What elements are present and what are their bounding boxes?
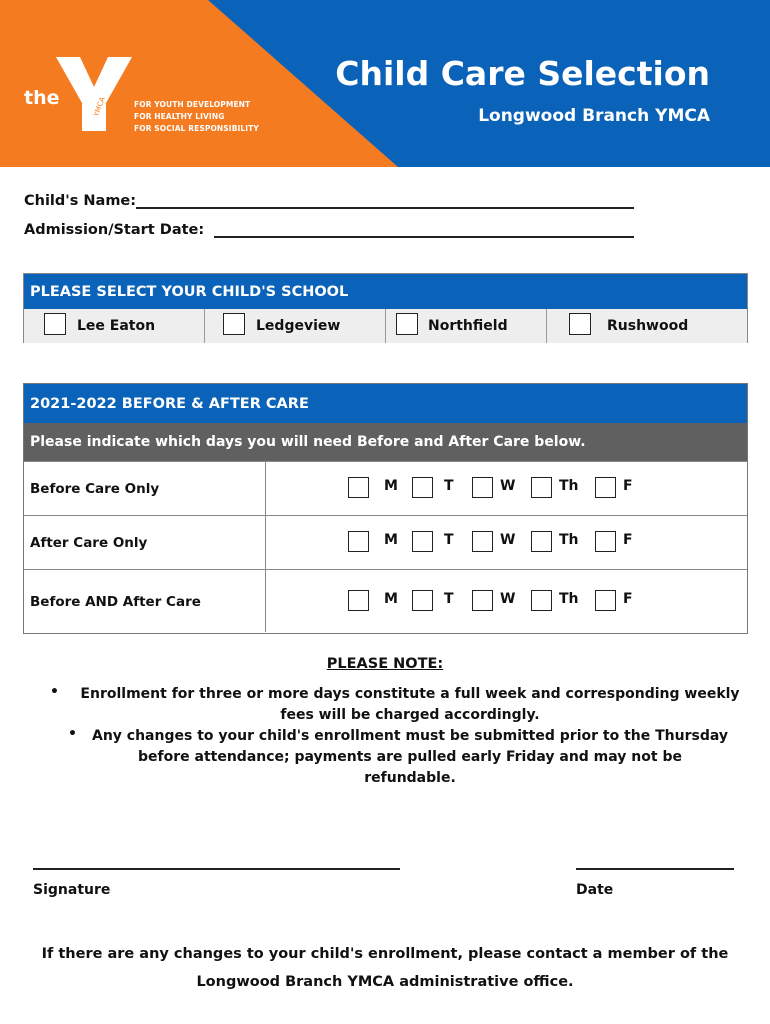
school-label: Northfield xyxy=(428,318,508,334)
logo-tagline: FOR YOUTH DEVELOPMENT FOR HEALTHY LIVING FOR SOCIAL RESPONSIBILITY xyxy=(134,100,259,133)
school-selection-table xyxy=(23,273,748,343)
checkbox-both-w[interactable] xyxy=(472,590,493,611)
school-heading: PLEASE SELECT YOUR CHILD'S SCHOOL xyxy=(24,274,747,309)
checkbox-before-f[interactable] xyxy=(595,477,616,498)
page-subtitle: Longwood Branch YMCA xyxy=(478,106,710,126)
care-schedule-table xyxy=(23,383,748,634)
logo-ymca-text: YMCA xyxy=(92,96,107,118)
note-title: PLEASE NOTE: xyxy=(326,656,444,672)
school-option-rushwood xyxy=(547,309,747,343)
checkbox-after-th[interactable] xyxy=(531,531,552,552)
logo-the-text: the xyxy=(24,87,60,109)
checkbox-both-t[interactable] xyxy=(412,590,433,611)
checkbox-before-t[interactable] xyxy=(412,477,433,498)
care-row-label: After Care Only xyxy=(30,535,148,551)
checkbox-before-m[interactable] xyxy=(348,477,369,498)
care-row-before: Before Care Only M T W Th F xyxy=(24,461,747,515)
bullet-icon: • xyxy=(68,726,77,742)
date-field[interactable] xyxy=(576,868,734,870)
footer-line-2: Longwood Branch YMCA administrative office. xyxy=(196,974,574,990)
checkbox-both-m[interactable] xyxy=(348,590,369,611)
checkbox-after-w[interactable] xyxy=(472,531,493,552)
child-name-field[interactable] xyxy=(136,207,634,209)
checkbox-northfield[interactable] xyxy=(396,313,418,335)
checkbox-both-th[interactable] xyxy=(531,590,552,611)
care-heading: 2021-2022 BEFORE & AFTER CARE xyxy=(24,384,747,423)
care-row-label: Before Care Only xyxy=(30,481,160,497)
footer-line-1: If there are any changes to your child's enrollment, please contact a member of the xyxy=(41,946,729,962)
signature-field[interactable] xyxy=(33,868,400,870)
school-label: Lee Eaton xyxy=(77,318,156,334)
care-instruction: Please indicate which days you will need Before and After Care below. xyxy=(24,423,747,461)
start-date-field[interactable] xyxy=(214,236,634,238)
care-row-after: After Care Only M T W Th F xyxy=(24,515,747,569)
school-option-lee-eaton xyxy=(24,309,205,343)
care-row-before-and-after: Before AND After Care M T W Th F xyxy=(24,569,747,632)
checkbox-before-w[interactable] xyxy=(472,477,493,498)
signature-label: Signature xyxy=(33,882,111,898)
header-banner xyxy=(0,0,770,167)
note-item: Any changes to your child's enrollment must be submitted prior to the Thursday before attendance; payments are pulled early Friday and may not be refundable. xyxy=(91,728,728,786)
checkbox-lee-eaton[interactable] xyxy=(44,313,66,335)
note-item: Enrollment for three or more days constitute a full week and corresponding weekly fees will be charged accordingly. xyxy=(80,686,740,723)
ymca-y-icon xyxy=(54,55,134,135)
checkbox-after-f[interactable] xyxy=(595,531,616,552)
page-title: Child Care Selection xyxy=(335,54,710,93)
date-label: Date xyxy=(576,882,614,898)
checkbox-after-m[interactable] xyxy=(348,531,369,552)
school-option-northfield xyxy=(386,309,547,343)
checkbox-before-th[interactable] xyxy=(531,477,552,498)
care-row-label: Before AND After Care xyxy=(30,594,201,610)
school-label: Ledgeview xyxy=(256,318,341,334)
child-name-label: Child's Name: xyxy=(24,193,137,209)
checkbox-both-f[interactable] xyxy=(595,590,616,611)
school-option-ledgeview xyxy=(205,309,386,343)
bullet-icon: • xyxy=(50,684,59,700)
checkbox-rushwood[interactable] xyxy=(569,313,591,335)
school-label: Rushwood xyxy=(607,318,689,334)
start-date-label: Admission/Start Date: xyxy=(24,222,205,238)
checkbox-ledgeview[interactable] xyxy=(223,313,245,335)
ymca-logo xyxy=(24,55,264,135)
checkbox-after-t[interactable] xyxy=(412,531,433,552)
school-options-row xyxy=(24,309,747,343)
